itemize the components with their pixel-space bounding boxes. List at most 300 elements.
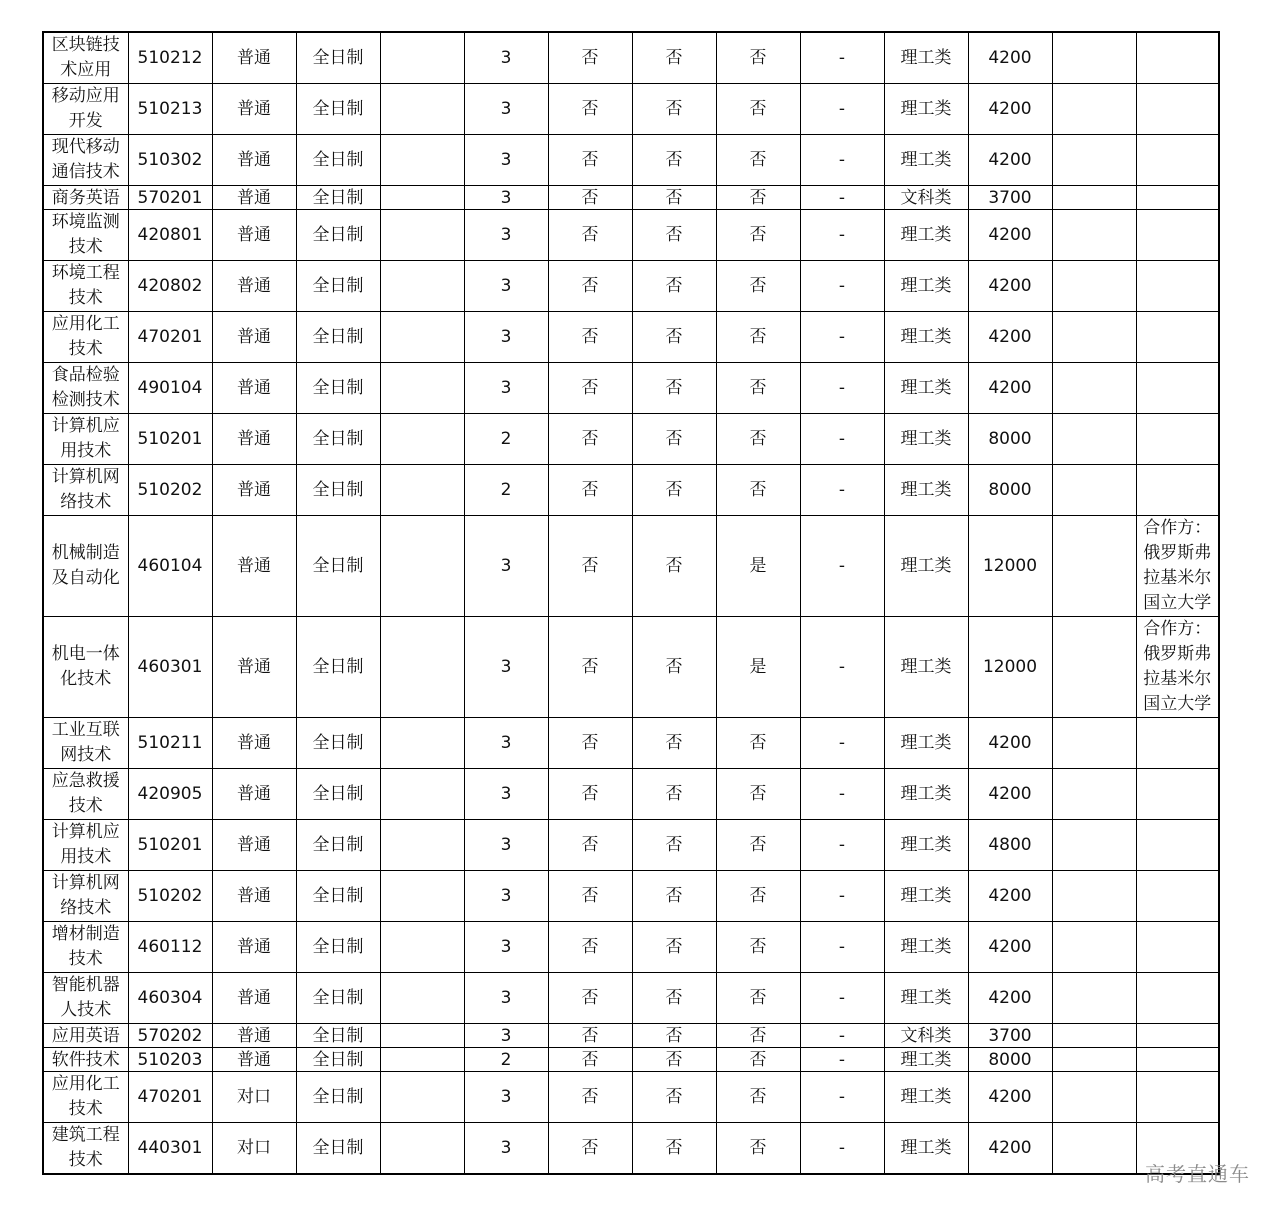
table-row [43, 84, 1219, 135]
flag-cell: 否 [632, 210, 716, 261]
note-cell [1136, 769, 1219, 820]
dash-cell: - [800, 84, 884, 135]
enrollment-type-cell: 普通 [212, 465, 296, 516]
empty-cell [380, 32, 464, 84]
major-name-cell: 应用化工 技术 [43, 312, 128, 363]
table-row [43, 973, 1219, 1024]
table-row [43, 1048, 1219, 1072]
empty-cell [1052, 718, 1136, 769]
major-name-cell: 应用化工 技术 [43, 1072, 128, 1123]
empty-cell [1052, 186, 1136, 210]
dash-cell: - [800, 465, 884, 516]
table-row [43, 363, 1219, 414]
note-cell [1136, 973, 1219, 1024]
major-name-cell: 商务英语 [43, 186, 128, 210]
dash-cell: - [800, 363, 884, 414]
study-mode-cell: 全日制 [296, 973, 380, 1024]
dash-cell: - [800, 1048, 884, 1072]
empty-cell [380, 186, 464, 210]
tuition-fee-cell: 3700 [968, 1024, 1052, 1048]
dash-cell: - [800, 1123, 884, 1175]
table-row [43, 1024, 1219, 1048]
major-code-cell: 510213 [128, 84, 212, 135]
major-name-cell: 建筑工程 技术 [43, 1123, 128, 1175]
enrollment-type-cell: 普通 [212, 922, 296, 973]
empty-cell [1052, 84, 1136, 135]
empty-cell [1052, 617, 1136, 718]
duration-years-cell: 3 [464, 820, 548, 871]
empty-cell [1052, 135, 1136, 186]
empty-cell [1052, 32, 1136, 84]
table-body [43, 32, 1219, 1174]
dash-cell: - [800, 1024, 884, 1048]
empty-cell [380, 769, 464, 820]
enrollment-type-cell: 普通 [212, 973, 296, 1024]
tuition-fee-cell: 12000 [968, 516, 1052, 617]
major-code-cell: 510202 [128, 465, 212, 516]
note-cell [1136, 465, 1219, 516]
enrollment-type-cell: 普通 [212, 186, 296, 210]
major-code-cell: 510202 [128, 871, 212, 922]
major-name-cell: 计算机应 用技术 [43, 414, 128, 465]
tuition-fee-cell: 4200 [968, 718, 1052, 769]
cooperative-flag-cell: 否 [716, 135, 800, 186]
major-code-cell: 470201 [128, 312, 212, 363]
empty-cell [380, 718, 464, 769]
empty-cell [1052, 1072, 1136, 1123]
tuition-fee-cell: 4800 [968, 820, 1052, 871]
tuition-fee-cell: 12000 [968, 617, 1052, 718]
empty-cell [380, 1024, 464, 1048]
flag-cell: 否 [632, 617, 716, 718]
study-mode-cell: 全日制 [296, 1024, 380, 1048]
empty-cell [1052, 1024, 1136, 1048]
major-code-cell: 510201 [128, 414, 212, 465]
note-cell: 合作方： 俄罗斯弗 拉基米尔 国立大学 [1136, 516, 1219, 617]
tuition-fee-cell: 8000 [968, 1048, 1052, 1072]
major-code-cell: 570201 [128, 186, 212, 210]
major-code-cell: 460104 [128, 516, 212, 617]
subject-category-cell: 理工类 [884, 973, 968, 1024]
subject-category-cell: 理工类 [884, 516, 968, 617]
duration-years-cell: 3 [464, 769, 548, 820]
majors-table [42, 31, 1220, 1175]
study-mode-cell: 全日制 [296, 210, 380, 261]
subject-category-cell: 理工类 [884, 414, 968, 465]
tuition-fee-cell: 4200 [968, 363, 1052, 414]
cooperative-flag-cell: 否 [716, 1123, 800, 1175]
empty-cell [1052, 1123, 1136, 1175]
cooperative-flag-cell: 否 [716, 414, 800, 465]
table-row [43, 922, 1219, 973]
major-name-cell: 现代移动 通信技术 [43, 135, 128, 186]
enrollment-type-cell: 普通 [212, 871, 296, 922]
flag-cell: 否 [548, 922, 632, 973]
flag-cell: 否 [548, 465, 632, 516]
flag-cell: 否 [548, 312, 632, 363]
major-name-cell: 食品检验 检测技术 [43, 363, 128, 414]
empty-cell [380, 210, 464, 261]
flag-cell: 否 [548, 84, 632, 135]
flag-cell: 否 [548, 820, 632, 871]
subject-category-cell: 理工类 [884, 210, 968, 261]
major-code-cell: 490104 [128, 363, 212, 414]
tuition-fee-cell: 4200 [968, 973, 1052, 1024]
table-row [43, 820, 1219, 871]
subject-category-cell: 理工类 [884, 820, 968, 871]
tuition-fee-cell: 3700 [968, 186, 1052, 210]
dash-cell: - [800, 871, 884, 922]
tuition-fee-cell: 4200 [968, 1123, 1052, 1175]
tuition-fee-cell: 4200 [968, 135, 1052, 186]
dash-cell: - [800, 820, 884, 871]
duration-years-cell: 3 [464, 312, 548, 363]
empty-cell [380, 820, 464, 871]
empty-cell [380, 871, 464, 922]
empty-cell [1052, 1048, 1136, 1072]
enrollment-type-cell: 对口 [212, 1123, 296, 1175]
study-mode-cell: 全日制 [296, 186, 380, 210]
study-mode-cell: 全日制 [296, 1123, 380, 1175]
major-code-cell: 460301 [128, 617, 212, 718]
subject-category-cell: 理工类 [884, 84, 968, 135]
cooperative-flag-cell: 否 [716, 210, 800, 261]
tuition-fee-cell: 4200 [968, 922, 1052, 973]
table-row [43, 261, 1219, 312]
cooperative-flag-cell: 否 [716, 32, 800, 84]
major-code-cell: 510211 [128, 718, 212, 769]
tuition-fee-cell: 4200 [968, 769, 1052, 820]
table-row [43, 414, 1219, 465]
empty-cell [1052, 516, 1136, 617]
major-code-cell: 510302 [128, 135, 212, 186]
table-row [43, 718, 1219, 769]
major-code-cell: 460304 [128, 973, 212, 1024]
enrollment-type-cell: 普通 [212, 769, 296, 820]
note-cell [1136, 363, 1219, 414]
tuition-fee-cell: 4200 [968, 210, 1052, 261]
flag-cell: 否 [548, 363, 632, 414]
watermark: 高考直通车 [1145, 1162, 1250, 1186]
note-cell [1136, 820, 1219, 871]
dash-cell: - [800, 617, 884, 718]
dash-cell: - [800, 210, 884, 261]
enrollment-type-cell: 普通 [212, 32, 296, 84]
empty-cell [1052, 363, 1136, 414]
cooperative-flag-cell: 否 [716, 84, 800, 135]
major-name-cell: 计算机网 络技术 [43, 871, 128, 922]
flag-cell: 否 [548, 973, 632, 1024]
flag-cell: 否 [548, 32, 632, 84]
duration-years-cell: 3 [464, 261, 548, 312]
table-row [43, 1072, 1219, 1123]
flag-cell: 否 [632, 516, 716, 617]
empty-cell [380, 261, 464, 312]
empty-cell [1052, 465, 1136, 516]
flag-cell: 否 [548, 186, 632, 210]
major-code-cell: 470201 [128, 1072, 212, 1123]
empty-cell [380, 84, 464, 135]
cooperative-flag-cell: 否 [716, 871, 800, 922]
enrollment-type-cell: 普通 [212, 718, 296, 769]
note-cell [1136, 261, 1219, 312]
subject-category-cell: 理工类 [884, 363, 968, 414]
table-row [43, 312, 1219, 363]
empty-cell [380, 516, 464, 617]
duration-years-cell: 3 [464, 1072, 548, 1123]
dash-cell: - [800, 414, 884, 465]
major-name-cell: 环境监测 技术 [43, 210, 128, 261]
subject-category-cell: 文科类 [884, 186, 968, 210]
major-name-cell: 区块链技 术应用 [43, 32, 128, 84]
enrollment-type-cell: 对口 [212, 1072, 296, 1123]
enrollment-type-cell: 普通 [212, 820, 296, 871]
cooperative-flag-cell: 否 [716, 769, 800, 820]
duration-years-cell: 3 [464, 1123, 548, 1175]
cooperative-flag-cell: 否 [716, 186, 800, 210]
table-row [43, 516, 1219, 617]
subject-category-cell: 理工类 [884, 135, 968, 186]
duration-years-cell: 3 [464, 922, 548, 973]
empty-cell [380, 922, 464, 973]
flag-cell: 否 [632, 465, 716, 516]
empty-cell [380, 414, 464, 465]
flag-cell: 否 [548, 1024, 632, 1048]
cooperative-flag-cell: 否 [716, 973, 800, 1024]
flag-cell: 否 [632, 922, 716, 973]
flag-cell: 否 [548, 135, 632, 186]
enrollment-type-cell: 普通 [212, 516, 296, 617]
subject-category-cell: 理工类 [884, 1048, 968, 1072]
subject-category-cell: 文科类 [884, 1024, 968, 1048]
study-mode-cell: 全日制 [296, 617, 380, 718]
flag-cell: 否 [632, 1123, 716, 1175]
tuition-fee-cell: 4200 [968, 32, 1052, 84]
flag-cell: 否 [632, 871, 716, 922]
major-code-cell: 510212 [128, 32, 212, 84]
subject-category-cell: 理工类 [884, 718, 968, 769]
major-name-cell: 移动应用 开发 [43, 84, 128, 135]
cooperative-flag-cell: 否 [716, 1048, 800, 1072]
table-row [43, 186, 1219, 210]
duration-years-cell: 3 [464, 32, 548, 84]
cooperative-flag-cell: 是 [716, 617, 800, 718]
enrollment-type-cell: 普通 [212, 363, 296, 414]
tuition-fee-cell: 8000 [968, 465, 1052, 516]
table-row [43, 1123, 1219, 1175]
major-code-cell: 570202 [128, 1024, 212, 1048]
flag-cell: 否 [548, 210, 632, 261]
duration-years-cell: 2 [464, 414, 548, 465]
dash-cell: - [800, 32, 884, 84]
study-mode-cell: 全日制 [296, 820, 380, 871]
major-code-cell: 460112 [128, 922, 212, 973]
study-mode-cell: 全日制 [296, 769, 380, 820]
enrollment-type-cell: 普通 [212, 414, 296, 465]
empty-cell [1052, 312, 1136, 363]
subject-category-cell: 理工类 [884, 871, 968, 922]
flag-cell: 否 [632, 414, 716, 465]
subject-category-cell: 理工类 [884, 261, 968, 312]
empty-cell [380, 135, 464, 186]
major-code-cell: 420905 [128, 769, 212, 820]
note-cell [1136, 1024, 1219, 1048]
duration-years-cell: 2 [464, 465, 548, 516]
table-row [43, 135, 1219, 186]
dash-cell: - [800, 135, 884, 186]
duration-years-cell: 3 [464, 363, 548, 414]
duration-years-cell: 2 [464, 1048, 548, 1072]
major-name-cell: 软件技术 [43, 1048, 128, 1072]
subject-category-cell: 理工类 [884, 617, 968, 718]
cooperative-flag-cell: 否 [716, 261, 800, 312]
note-cell [1136, 922, 1219, 973]
empty-cell [1052, 210, 1136, 261]
duration-years-cell: 3 [464, 871, 548, 922]
major-name-cell: 工业互联 网技术 [43, 718, 128, 769]
dash-cell: - [800, 516, 884, 617]
table-row [43, 871, 1219, 922]
empty-cell [380, 1048, 464, 1072]
note-cell: 合作方： 俄罗斯弗 拉基米尔 国立大学 [1136, 617, 1219, 718]
flag-cell: 否 [548, 516, 632, 617]
tuition-fee-cell: 4200 [968, 84, 1052, 135]
duration-years-cell: 3 [464, 84, 548, 135]
flag-cell: 否 [632, 135, 716, 186]
study-mode-cell: 全日制 [296, 261, 380, 312]
empty-cell [1052, 261, 1136, 312]
flag-cell: 否 [548, 1123, 632, 1175]
major-code-cell: 510201 [128, 820, 212, 871]
dash-cell: - [800, 973, 884, 1024]
cooperative-flag-cell: 否 [716, 1024, 800, 1048]
study-mode-cell: 全日制 [296, 363, 380, 414]
note-cell [1136, 1048, 1219, 1072]
flag-cell: 否 [632, 769, 716, 820]
note-cell [1136, 414, 1219, 465]
flag-cell: 否 [632, 261, 716, 312]
flag-cell: 否 [548, 871, 632, 922]
empty-cell [380, 1072, 464, 1123]
enrollment-type-cell: 普通 [212, 135, 296, 186]
major-name-cell: 计算机网 络技术 [43, 465, 128, 516]
study-mode-cell: 全日制 [296, 135, 380, 186]
dash-cell: - [800, 312, 884, 363]
duration-years-cell: 3 [464, 1024, 548, 1048]
dash-cell: - [800, 922, 884, 973]
empty-cell [1052, 871, 1136, 922]
tuition-fee-cell: 4200 [968, 261, 1052, 312]
empty-cell [380, 617, 464, 718]
subject-category-cell: 理工类 [884, 1072, 968, 1123]
flag-cell: 否 [632, 312, 716, 363]
major-name-cell: 增材制造 技术 [43, 922, 128, 973]
enrollment-type-cell: 普通 [212, 312, 296, 363]
flag-cell: 否 [548, 769, 632, 820]
duration-years-cell: 3 [464, 186, 548, 210]
cooperative-flag-cell: 否 [716, 820, 800, 871]
empty-cell [380, 973, 464, 1024]
enrollment-type-cell: 普通 [212, 1024, 296, 1048]
cooperative-flag-cell: 否 [716, 465, 800, 516]
subject-category-cell: 理工类 [884, 1123, 968, 1175]
note-cell [1136, 871, 1219, 922]
duration-years-cell: 3 [464, 516, 548, 617]
study-mode-cell: 全日制 [296, 871, 380, 922]
cooperative-flag-cell: 否 [716, 1072, 800, 1123]
cooperative-flag-cell: 否 [716, 922, 800, 973]
flag-cell: 否 [632, 1072, 716, 1123]
note-cell [1136, 84, 1219, 135]
tuition-fee-cell: 8000 [968, 414, 1052, 465]
duration-years-cell: 3 [464, 718, 548, 769]
cooperative-flag-cell: 否 [716, 363, 800, 414]
flag-cell: 否 [632, 32, 716, 84]
major-name-cell: 环境工程 技术 [43, 261, 128, 312]
subject-category-cell: 理工类 [884, 312, 968, 363]
study-mode-cell: 全日制 [296, 718, 380, 769]
study-mode-cell: 全日制 [296, 1072, 380, 1123]
flag-cell: 否 [632, 820, 716, 871]
flag-cell: 否 [632, 363, 716, 414]
major-code-cell: 420801 [128, 210, 212, 261]
cooperative-flag-cell: 是 [716, 516, 800, 617]
table-row [43, 617, 1219, 718]
duration-years-cell: 3 [464, 135, 548, 186]
study-mode-cell: 全日制 [296, 312, 380, 363]
flag-cell: 否 [548, 414, 632, 465]
note-cell [1136, 186, 1219, 210]
cooperative-flag-cell: 否 [716, 718, 800, 769]
note-cell [1136, 718, 1219, 769]
study-mode-cell: 全日制 [296, 32, 380, 84]
enrollment-type-cell: 普通 [212, 210, 296, 261]
major-name-cell: 应急救援 技术 [43, 769, 128, 820]
enrollment-type-cell: 普通 [212, 1048, 296, 1072]
study-mode-cell: 全日制 [296, 84, 380, 135]
study-mode-cell: 全日制 [296, 1048, 380, 1072]
duration-years-cell: 3 [464, 210, 548, 261]
subject-category-cell: 理工类 [884, 465, 968, 516]
empty-cell [380, 1123, 464, 1175]
enrollment-type-cell: 普通 [212, 261, 296, 312]
dash-cell: - [800, 1072, 884, 1123]
subject-category-cell: 理工类 [884, 32, 968, 84]
major-name-cell: 智能机器 人技术 [43, 973, 128, 1024]
study-mode-cell: 全日制 [296, 465, 380, 516]
tuition-fee-cell: 4200 [968, 1072, 1052, 1123]
major-name-cell: 机电一体 化技术 [43, 617, 128, 718]
major-name-cell: 计算机应 用技术 [43, 820, 128, 871]
table-row [43, 210, 1219, 261]
major-code-cell: 420802 [128, 261, 212, 312]
empty-cell [1052, 414, 1136, 465]
subject-category-cell: 理工类 [884, 922, 968, 973]
flag-cell: 否 [632, 1048, 716, 1072]
flag-cell: 否 [632, 186, 716, 210]
flag-cell: 否 [632, 973, 716, 1024]
subject-category-cell: 理工类 [884, 769, 968, 820]
note-cell [1136, 1072, 1219, 1123]
empty-cell [1052, 769, 1136, 820]
major-name-cell: 应用英语 [43, 1024, 128, 1048]
table-row [43, 465, 1219, 516]
note-cell [1136, 135, 1219, 186]
major-name-cell: 机械制造 及自动化 [43, 516, 128, 617]
flag-cell: 否 [632, 1024, 716, 1048]
dash-cell: - [800, 261, 884, 312]
flag-cell: 否 [548, 617, 632, 718]
